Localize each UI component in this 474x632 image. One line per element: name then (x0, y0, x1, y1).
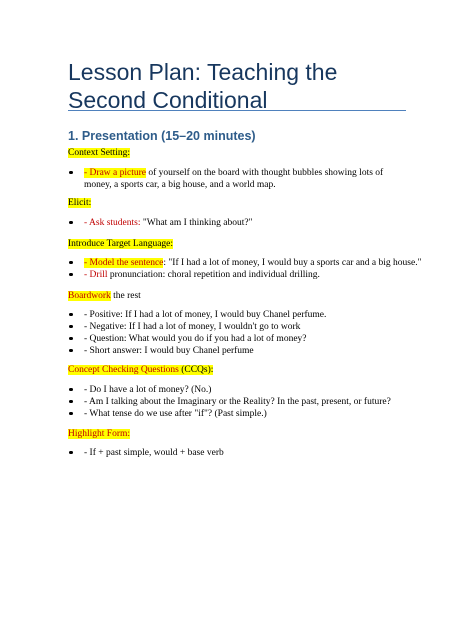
target-bullet-2-text (84, 269, 394, 281)
boardwork-item-text: - Positive: If I had a lot of money, I would buy Chanel perfume. (84, 310, 327, 320)
bullet-dot (68, 269, 78, 281)
bullet-dot (68, 447, 78, 459)
ccq-item-text: - What tense do we use after "if"? (Past simple.) (84, 409, 267, 419)
target-bullet-1-text (84, 257, 422, 269)
elicit-bullet-text (84, 217, 394, 229)
target-bullet-2-rest: pronunciation: choral repetition and individual drilling. (107, 270, 320, 280)
bullet-dot (68, 257, 78, 269)
ccq-label (68, 364, 213, 376)
bullet-dot (68, 333, 78, 345)
elicit-label (68, 197, 91, 209)
target-language-label-text: Introduce Target Language: (68, 239, 174, 249)
title-divider (68, 110, 406, 111)
boardwork-item-text: - Question: What would you do if you had a lot of money? (84, 334, 307, 344)
boardwork-highlight: Boardwork (68, 291, 111, 301)
drill-text: - Drill (84, 270, 108, 280)
ccq-item-text: - Do I have a lot of money? (No.) (84, 385, 212, 395)
model-sentence-highlight: - Model the sentence (84, 258, 164, 268)
context-setting-label-text: Context Setting: (68, 148, 131, 158)
elicit-label-text: Elicit: (68, 198, 92, 208)
boardwork-label (68, 290, 141, 302)
bullet-dot (68, 321, 78, 333)
boardwork-item-text: - Short answer: I would buy Chanel perfume (84, 346, 254, 356)
target-language-label (68, 238, 173, 250)
ccq-label-rest: (CCQs): (178, 365, 214, 375)
bullet-dot (68, 384, 78, 396)
boardwork-label-rest: the rest (110, 291, 141, 301)
bullet-dot (68, 396, 78, 408)
bullet-dot (68, 345, 78, 357)
ccq-item-text: - Am I talking about the Imaginary or the Reality? In the past, present, or future? (84, 397, 391, 407)
bullet-dot (68, 217, 78, 229)
elicit-bullet-rest: "What am I thinking about?" (140, 218, 253, 228)
target-bullet-1-rest: : "If I had a lot of money, I would buy a sports car and a big house." (163, 258, 422, 268)
ask-students-text: - Ask students: (84, 218, 141, 228)
form-item-text: - If + past simple, would + base verb (84, 448, 224, 458)
highlight-form-label (68, 428, 130, 440)
context-bullet-text (84, 167, 394, 191)
context-bullet-rest: of yourself on the board with thought bubbles showing lots of money, a sports car, a big house, and a world map. (84, 168, 384, 190)
boardwork-item-text: - Negative: If I had a lot of money, I wouldn't go to work (84, 322, 301, 332)
bullet-dot (68, 167, 78, 179)
section-heading: 1. Presentation (15–20 minutes) (68, 129, 256, 143)
highlight-form-label-text: Highlight Form: (68, 429, 131, 439)
ccq-highlight: Concept Checking Questions (68, 365, 179, 375)
page-title: Lesson Plan: Teaching the Second Conditional (68, 59, 338, 113)
bullet-dot (68, 309, 78, 321)
context-setting-label (68, 147, 130, 159)
draw-picture-highlight: - Draw a picture (84, 168, 146, 178)
bullet-dot (68, 408, 78, 420)
